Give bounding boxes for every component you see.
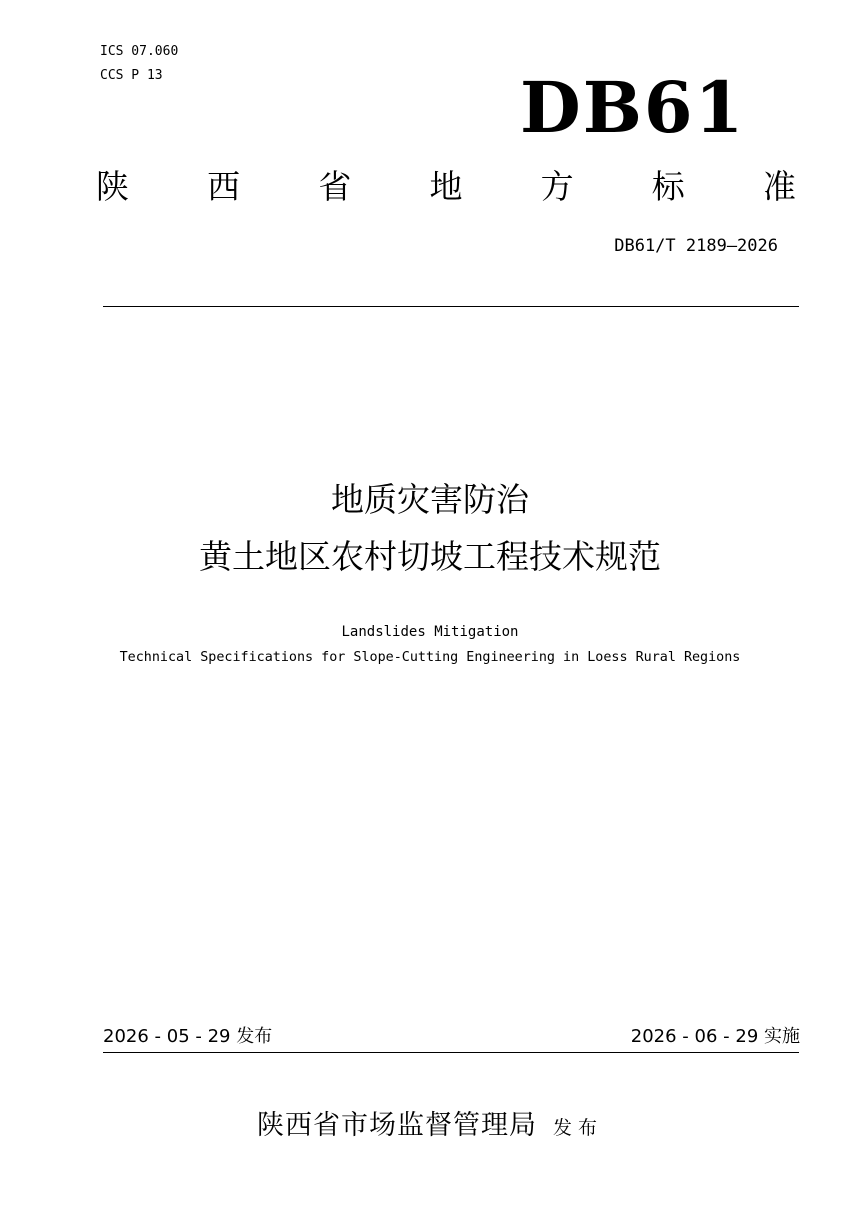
- ics-code: ICS 07.060: [100, 44, 179, 59]
- standard-type-char: 准: [762, 167, 796, 206]
- standard-type-char: 地: [429, 167, 463, 206]
- standard-type-char: 方: [540, 167, 574, 206]
- title-cn-line2: 黄土地区农村切坡工程技术规范: [199, 537, 661, 576]
- ccs-code: CCS P 13: [100, 68, 163, 83]
- standard-number: DB61/T 2189—2026: [614, 236, 778, 256]
- standard-type-heading: [96, 165, 796, 209]
- publisher: [0, 1106, 860, 1149]
- standard-type-char: 省: [318, 167, 352, 206]
- title-en-line2: Technical Specifications for Slope-Cutting Engineering in Loess Rural Regions: [119, 650, 741, 665]
- implementation-date: 2026 - 06 - 29 实施: [630, 1026, 800, 1047]
- publisher-suffix: 发布: [552, 1117, 603, 1139]
- standard-type-char: 西: [207, 167, 241, 206]
- top-divider: [103, 306, 799, 307]
- standard-type-char: 标: [651, 167, 685, 206]
- title-en-line1: Landslides Mitigation: [341, 624, 519, 640]
- db61-logo: DB61: [520, 66, 746, 149]
- bottom-divider: [103, 1052, 799, 1053]
- publisher-name: 陕西省市场监督管理局: [256, 1110, 537, 1141]
- release-date: 2026 - 05 - 29 发布: [103, 1026, 273, 1047]
- classification-codes: [100, 40, 178, 88]
- title-cn-line1: 地质灾害防治: [331, 480, 529, 519]
- standard-type-char: 陕: [96, 167, 129, 206]
